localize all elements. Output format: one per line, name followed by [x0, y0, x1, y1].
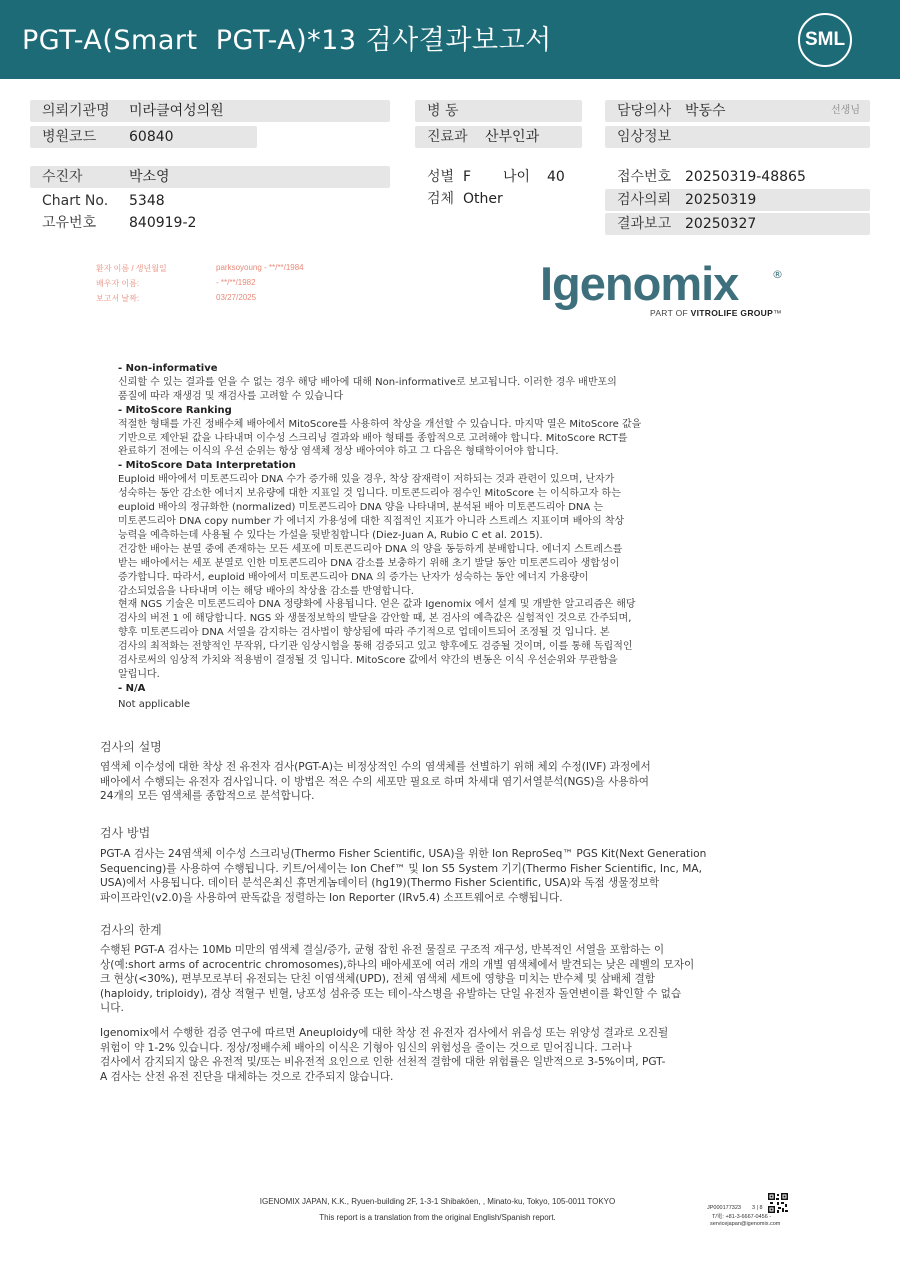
institution-value: 미라클여성의원 — [129, 103, 224, 119]
mitoscore-ranking-text — [118, 418, 778, 460]
specimen-label: 검체 — [427, 191, 455, 207]
patient-label: 수진자 — [42, 169, 83, 185]
mitoscore-interp-line: euploid 배아의 정규화한 (normalized) 미토콘드리아 DNA 양을 나타내며, 분석된 배아 미토콘드리아 DNA 는 — [118, 502, 604, 514]
meta-patient-label: 환자 이름 / 생년월일 — [96, 264, 167, 273]
footer-address: IGENOMIX JAPAN, K.K., Ryuen-building 2F, 1-3-1 Shibakōen, , Minato-ku, Tokyo, 105-0011 TOKYO — [259, 1197, 616, 1206]
hospital-code-value: 60840 — [129, 129, 174, 145]
specimen-field — [415, 188, 582, 210]
non-informative-title: - Non-informative — [118, 363, 218, 374]
sex-label: 성별 — [427, 169, 455, 185]
hospital-code-label: 병원코드 — [42, 129, 97, 145]
mitoscore-interp-line: 검사의 버전 1 에 해당합니다. NGS 와 생물정보학의 발달을 감안할 때, 본 검사의 예측값은 실험적인 것으로 간주되며, — [118, 613, 632, 625]
limits-2-line: 검사에서 감지되지 않은 유전적 및/또는 비유전적 요인으로 인한 선천적 결함에 대한 위험률은 일반적으로 3-5%이며, PGT- — [100, 1056, 666, 1069]
doctor-suffix: 선생님 — [831, 105, 860, 116]
description-text — [100, 760, 651, 804]
age-label: 나이 — [503, 169, 531, 185]
report-date-field — [605, 213, 870, 235]
limits-2-line: A 검사는 산전 유전 진단을 대체하는 것으로 간주되지 않습니다. — [100, 1070, 394, 1083]
description-line: 염색체 이수성에 대한 착상 전 유전자 검사(PGT-A)는 비정상적인 수의 염색체를 선별하기 위해 체외 수정(IVF) 과정에서 — [100, 761, 651, 773]
footer-doc-code: JP000177323 — [707, 1205, 741, 1211]
clinical-info-label: 임상정보 — [617, 129, 672, 145]
mitoscore-interp-line: 향후 미토콘드리아 DNA 서열을 감지하는 검사법이 향상됨에 따라 주기적으로 업데이트되어 조정될 것 입니다. 본 — [118, 627, 610, 639]
non-informative-line: 신뢰할 수 있는 결과를 얻을 수 없는 경우 해당 배아에 대해 Non-informative로 보고됩니다. 이러한 경우 배반포의 — [118, 376, 617, 388]
meta-report-date-value: 03/27/2025 — [216, 293, 257, 302]
report-date-value: 20250327 — [685, 216, 757, 232]
clinical-info-field — [605, 126, 870, 148]
qr-code-icon — [768, 1193, 788, 1213]
institution-label: 의뢰기관명 — [42, 103, 110, 119]
receipt-no-value: 20250319-48865 — [685, 169, 806, 185]
report-title: PGT-A(Smart PGT-A)*13 검사결과보고서 — [22, 25, 552, 56]
meta-partner-value: - **/**/1982 — [216, 278, 256, 287]
igenomix-wordmark: Igenomix — [540, 257, 739, 310]
hospital-code-field — [30, 126, 257, 148]
chart-no-label: Chart No. — [42, 193, 109, 209]
non-informative-text — [118, 376, 778, 404]
limits-line: 수행된 PGT-A 검사는 10Mb 미만의 염색체 결실/증가, 균형 잡힌 유전 물질로 구조적 재구성, 반복적인 서열을 포함하는 이 — [100, 944, 665, 956]
method-line: USA)에서 사용됩니다. 데이터 분석은최신 휴먼게놈데이터 (hg19)(Thermo Fisher Scientific, USA)와 독점 생물정보학 — [100, 877, 660, 890]
method-line: Sequencing)를 사용하여 수행됩니다. 키트/어세이는 Ion Chef™ 및 Ion S5 System 기기(Thermo Fisher Scientific, Inc, MA, — [100, 862, 702, 875]
footer-phone: T/電: +81-3-6667-0456 - — [712, 1214, 772, 1220]
mitoscore-interp-title: - MitoScore Data Interpretation — [118, 460, 296, 472]
na-line: Not applicable — [118, 698, 190, 710]
mitoscore-interp-line: 건강한 배아는 분열 중에 존재하는 모든 세포에 미토콘드리아 DNA 의 양을 동등하게 분배합니다. 에너지 스트레스를 — [118, 543, 623, 555]
mitoscore-interp-line: 받는 배아에서는 세포 분열로 인한 미토콘드리아 DNA 감소를 보충하기 위해 초기 발달 동안 미토콘드리아 생합성이 — [118, 557, 620, 569]
mitoscore-interp-line: 미토콘드리아 DNA copy number 가 에너지 가용성에 대한 직접적인 지표가 아니라 스트레스 지표이며 배아의 착상 — [118, 515, 625, 527]
report-date-label: 결과보고 — [617, 216, 672, 232]
method-text — [100, 847, 706, 905]
ward-label: 병 동 — [427, 103, 459, 119]
notes-block — [118, 362, 778, 712]
unique-id-value: 840919-2 — [129, 215, 197, 231]
patient-value: 박소영 — [129, 169, 170, 185]
chart-no-value: 5348 — [129, 193, 165, 209]
patient-field — [30, 166, 390, 188]
mitoscore-ranking-line: 기반으로 제안된 값을 나타내며 이수성 스크리닝 결과와 배아 형태를 종합적으로 고려해야 합니다. MitoScore RCT를 — [118, 432, 628, 444]
doctor-value: 박동수 — [685, 103, 726, 119]
sml-logo: SML — [798, 13, 852, 67]
mitoscore-interp-line: 검사로써의 임상적 가치와 적용범이 결정될 것 입니다. MitoScore 값에서 약간의 변동은 이식 우선순위와 무관함을 — [118, 655, 618, 667]
description-title: 검사의 설명 — [100, 740, 162, 754]
request-date-label: 검사의뢰 — [617, 192, 672, 208]
method-title: 검사 방법 — [100, 826, 151, 840]
dept-value: 산부인과 — [485, 129, 540, 145]
sex-value: F — [463, 169, 472, 185]
chart-no-field — [30, 190, 390, 212]
igenomix-subtitle — [650, 308, 782, 318]
mitoscore-ranking-title: - MitoScore Ranking — [118, 404, 232, 416]
mitoscore-interp-line: 알립니다. — [118, 668, 160, 680]
limits-line: 상(예:short arms of acrocentric chromosomes),하나의 배아세포에 여러 개의 개별 염색체에서 발견되는 낮은 레벨의 모자이 — [100, 958, 695, 971]
mitoscore-interp-line: 증가합니다. 따라서, euploid 배아에서 미토콘드리아 DNA 의 증가는 난자가 성숙하는 동안 에너지 가용량이 — [118, 571, 589, 583]
subtitle-prefix: PART OF — [650, 308, 691, 318]
footer-translation-note: This report is a translation from the original English/Spanish report. — [319, 1213, 556, 1222]
meta-report-date-label: 보고서 날짜: — [96, 294, 140, 303]
request-date-value: 20250319 — [685, 192, 757, 208]
mitoscore-interp-text — [118, 473, 778, 682]
limits-2-line: Igenomix에서 수행한 검증 연구에 따르면 Aneuploidy에 대한 착상 전 유전자 검사에서 위음성 또는 위양성 결과로 오진될 — [100, 1027, 669, 1039]
non-informative-line: 품질에 따라 재생검 및 재검사를 고려할 수 있습니다 — [118, 390, 344, 402]
mitoscore-interp-line: Euploid 배아에서 미토콘드리아 DNA 수가 증가해 있을 경우, 착상 잠재력이 저하되는 것과 관련이 있으며, 난자가 — [118, 474, 615, 486]
description-line: 24개의 모든 염색체를 종합적으로 분석합니다. — [100, 790, 315, 803]
specimen-value: Other — [463, 191, 503, 207]
meta-patient-value: parksoyoung - **/**/1984 — [216, 263, 304, 272]
sex-age-field — [415, 166, 582, 188]
limits-line: 니다. — [100, 1002, 124, 1015]
limits-line: 크 현상(<30%), 편부모로부터 유전되는 단친 이염색체(UPD), 전체 염색체 세트에 영향을 미치는 반수체 및 삼배체 결함 — [100, 973, 655, 986]
mitoscore-interp-line: 능력을 예측하는데 사용될 수 있다는 가설을 뒷받침합니다 (Diez-Juan A, Rubio C et al. 2015). — [118, 529, 543, 541]
report-header — [0, 0, 900, 79]
footer-email: servicejapan@igenomix.com — [710, 1221, 781, 1227]
igenomix-logo — [540, 258, 790, 323]
mitoscore-interp-line: 감소되었음을 나타내며 이는 해당 배아의 착상율 감소를 반영합니다. — [118, 585, 414, 597]
method-line: 파이프라인(v2.0)을 사용하여 판독값을 정렬하는 Ion Reporter (IRv5.4) 소프트웨어로 수행됩니다. — [100, 891, 563, 904]
age-value: 40 — [547, 169, 565, 185]
receipt-no-field — [605, 166, 870, 188]
mitoscore-interp-line: 현재 NGS 기술은 미토콘드리아 DNA 정량화에 사용됩니다. 얻은 값과 Igenomix 에서 설계 및 개발한 알고리즘은 해당 — [118, 599, 636, 611]
request-date-field — [605, 189, 870, 211]
mitoscore-ranking-line: 적절한 형태를 가진 정배수체 배아에서 MitoScore를 사용하여 착상을 개선할 수 있습니다. 마지막 열은 MitoScore 값을 — [118, 418, 642, 430]
limits-title: 검사의 한계 — [100, 923, 162, 937]
dept-label: 진료과 — [427, 129, 468, 145]
institution-field — [30, 100, 390, 122]
meta-partner-label: 배우자 이름: — [96, 279, 140, 288]
na-text — [118, 696, 778, 712]
mitoscore-ranking-line: 완료하기 전에는 이식의 우선 순위는 항상 염색체 정상 배아여야 하고 그 다음은 형태학이어야 합니다. — [118, 446, 559, 458]
unique-id-label: 고유번호 — [42, 215, 97, 231]
receipt-no-label: 접수번호 — [617, 169, 672, 185]
subtitle-brand: VITROLIFE GROUP — [690, 308, 774, 318]
subtitle-tm: ™ — [773, 308, 782, 318]
ward-field — [415, 100, 582, 122]
mitoscore-interp-line: 성숙하는 동안 감소한 에너지 보유량에 대한 지표일 것 입니다. 미토콘드리아 점수인 MitoScore 는 이식하고자 하는 — [118, 488, 621, 500]
description-line: 배아에서 수행되는 유전자 검사입니다. 이 방법은 적은 수의 세포만 필요로 하며 차세대 염기서열분석(NGS)을 사용하여 — [100, 775, 650, 788]
limits-2-line: 위험이 약 1-2% 있습니다. 정상/정배수체 배아의 이식은 기형아 임신의 위험성을 줄이는 것으로 믿어집니다. 그러나 — [100, 1041, 632, 1054]
registered-mark: ® — [772, 268, 783, 281]
na-title: - N/A — [118, 682, 146, 694]
method-line: PGT-A 검사는 24염색체 이수성 스크리닝(Thermo Fisher Scientific, USA)을 위한 Ion ReproSeq™ PGS Kit(Next Generation — [100, 848, 707, 860]
unique-id-field — [30, 212, 390, 234]
doctor-label: 담당의사 — [617, 103, 672, 119]
doctor-field — [605, 100, 870, 122]
limits-text-2 — [100, 1026, 668, 1084]
limits-line: (haploidy, triploidy), 겸상 적혈구 빈혈, 낭포성 섬유증 또는 테이-삭스병을 유발하는 단일 유전자 돌연변이를 확인할 수 없습 — [100, 987, 682, 1000]
footer-page: 3 | 8 — [752, 1205, 763, 1211]
dept-field — [415, 126, 582, 148]
mitoscore-interp-line: 검사의 최적화는 전향적인 무작위, 다기관 임상시험을 통해 검증되고 있고 향후에도 검증될 것이며, 이를 통해 독립적인 — [118, 641, 633, 653]
limits-text — [100, 943, 694, 1016]
